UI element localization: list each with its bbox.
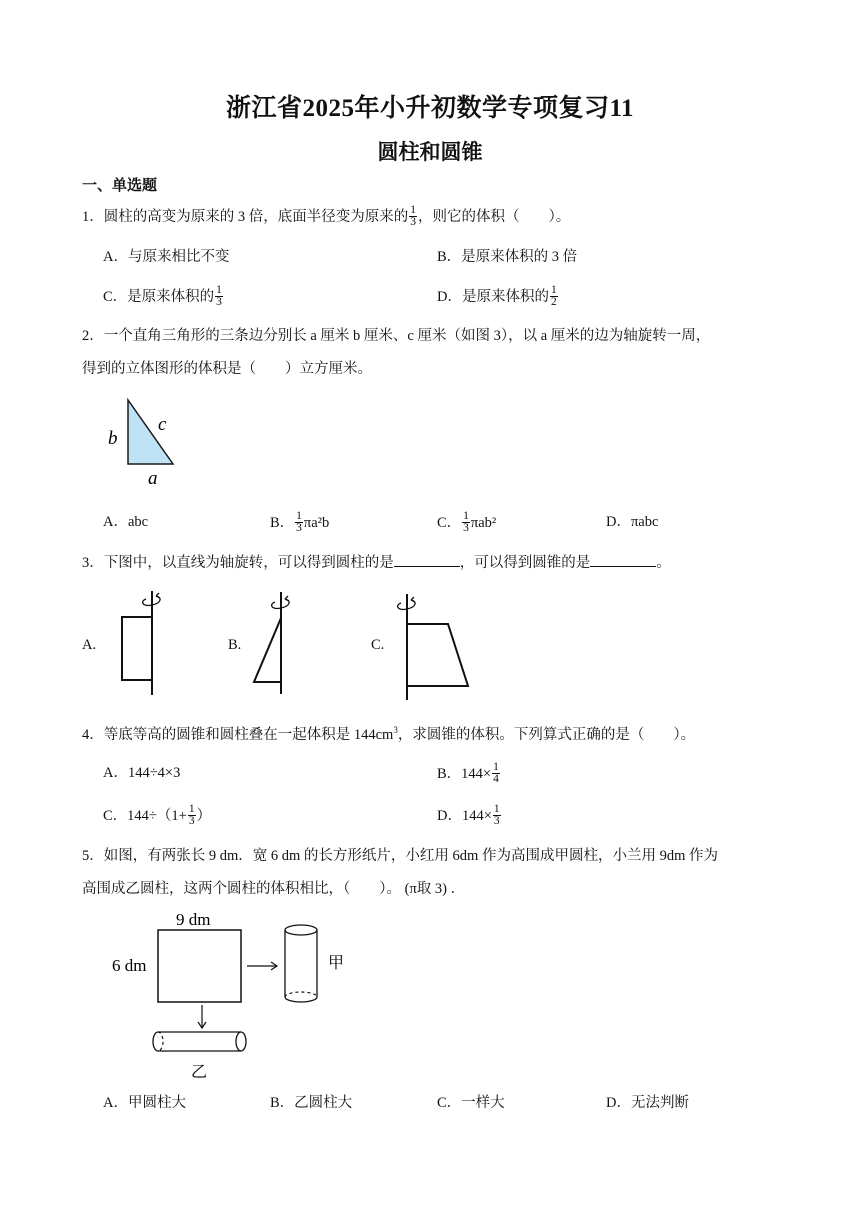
q4-option-d[interactable]: D．144× $\frac{1}{3}$ (437, 803, 500, 827)
figure-b-label: B. (228, 637, 242, 653)
q1-option-a[interactable]: A．与原来相比不变 (103, 249, 230, 265)
fraction: $\frac{1}{3}$ (463, 510, 469, 534)
question-1-text: 1．圆柱的高变为原来的 3 倍，底面半径变为原来的 (82, 208, 409, 225)
fraction: $\frac{1}{3}$ (216, 284, 222, 308)
section-heading: 一、单选题 (82, 176, 158, 194)
answer-blank-1[interactable] (394, 552, 460, 567)
q2-option-d[interactable]: D．πabc (606, 514, 659, 530)
question-1-text-end: ，则它的体积（ ）。 (418, 208, 571, 225)
q4-option-a[interactable]: A．144÷4×3 (103, 765, 181, 781)
question-5-line-1: 5．如图，有两张长 9 dm．宽 6 dm 的长方形纸片，小红用 6dm 作为高围成甲圆柱，小兰用 9dm 作为 (82, 848, 718, 864)
q2-option-c[interactable]: C． $\frac{1}{3}$ πab² (437, 510, 497, 534)
q1-option-c[interactable]: C．是原来体积的 $\frac{1}{3}$ (103, 284, 222, 308)
question-3-stem: 3．下图中，以直线为轴旋转，可以得到圆柱的是 ，可以得到圆锥的是 。 (82, 552, 671, 573)
figure-c-label: C. (371, 637, 385, 653)
q4-option-b[interactable]: B．144× $\frac{1}{4}$ (437, 761, 499, 785)
figure-b-triangle (246, 588, 306, 696)
fraction: $\frac{1}{3}$ (410, 204, 416, 228)
page-title: 浙江省2025年小升初数学专项复习11 (225, 95, 635, 122)
question-2-line-2: 得到的立体图形的体积是（ ）立方厘米。 (82, 361, 372, 377)
question-5-line-2: 高围成乙圆柱，这两个圆柱的体积相比，（ ）。 (π取 3) ． (82, 881, 466, 897)
question-2-line-1: 2．一个直角三角形的三条边分别长 a 厘米 b 厘米、c 厘米（如图 3），以 a 厘米的边为轴旋转一周， (82, 328, 711, 344)
label-b: b (108, 428, 118, 449)
right-triangle-figure (100, 392, 190, 488)
label-a: a (148, 468, 158, 488)
answer-blank-2[interactable] (590, 552, 656, 567)
question-4-stem: 4．等底等高的圆锥和圆柱叠在一起体积是 $144cm^3$，求圆锥的体积。下列算式正确的是（ ）。 (82, 725, 696, 743)
q5-option-d[interactable]: D．无法判断 (606, 1095, 689, 1111)
q5-option-b[interactable]: B．乙圆柱大 (270, 1095, 353, 1111)
q1-option-d[interactable]: D．是原来体积的 $\frac{1}{2}$ (437, 284, 557, 308)
trapezoid-shape (407, 624, 468, 686)
figure-c-trapezoid (390, 590, 480, 702)
cylinder-yi-label: 乙 (191, 1064, 208, 1081)
length-label: 9 dm (176, 910, 211, 929)
q1-option-b[interactable]: B．是原来体积的 3 倍 (437, 249, 578, 265)
cylinder-jia-label: 甲 (328, 955, 345, 972)
fraction: $\frac{1}{4}$ (493, 761, 499, 785)
q2-option-b[interactable]: B． $\frac{1}{3}$ πa²b (270, 510, 330, 534)
fraction: $\frac{1}{3}$ (188, 803, 195, 827)
paper-cylinder-figure (108, 905, 368, 1083)
figure-a-rectangle (110, 585, 170, 697)
q5-option-a[interactable]: A．甲圆柱大 (103, 1095, 186, 1111)
figure-a-label: A. (82, 637, 97, 653)
rectangle-shape (122, 617, 152, 680)
label-c: c (158, 414, 167, 435)
paper-rectangle (158, 930, 241, 1002)
cylinder-jia-top (285, 925, 317, 935)
q5-option-c[interactable]: C．一样大 (437, 1095, 505, 1111)
fraction: $\frac{1}{3}$ (493, 803, 500, 827)
fraction: $\frac{1}{2}$ (550, 284, 557, 308)
fraction: $\frac{1}{3}$ (296, 510, 302, 534)
triangle-shape (254, 618, 281, 682)
q2-option-a[interactable]: A．abc (103, 514, 149, 530)
question-1-stem (82, 206, 570, 229)
page-subtitle: 圆柱和圆锥 (377, 140, 483, 164)
width-label: 6 dm (112, 956, 147, 975)
q4-option-c[interactable]: C．144÷（1+ $\frac{1}{3}$ ） (103, 803, 212, 827)
